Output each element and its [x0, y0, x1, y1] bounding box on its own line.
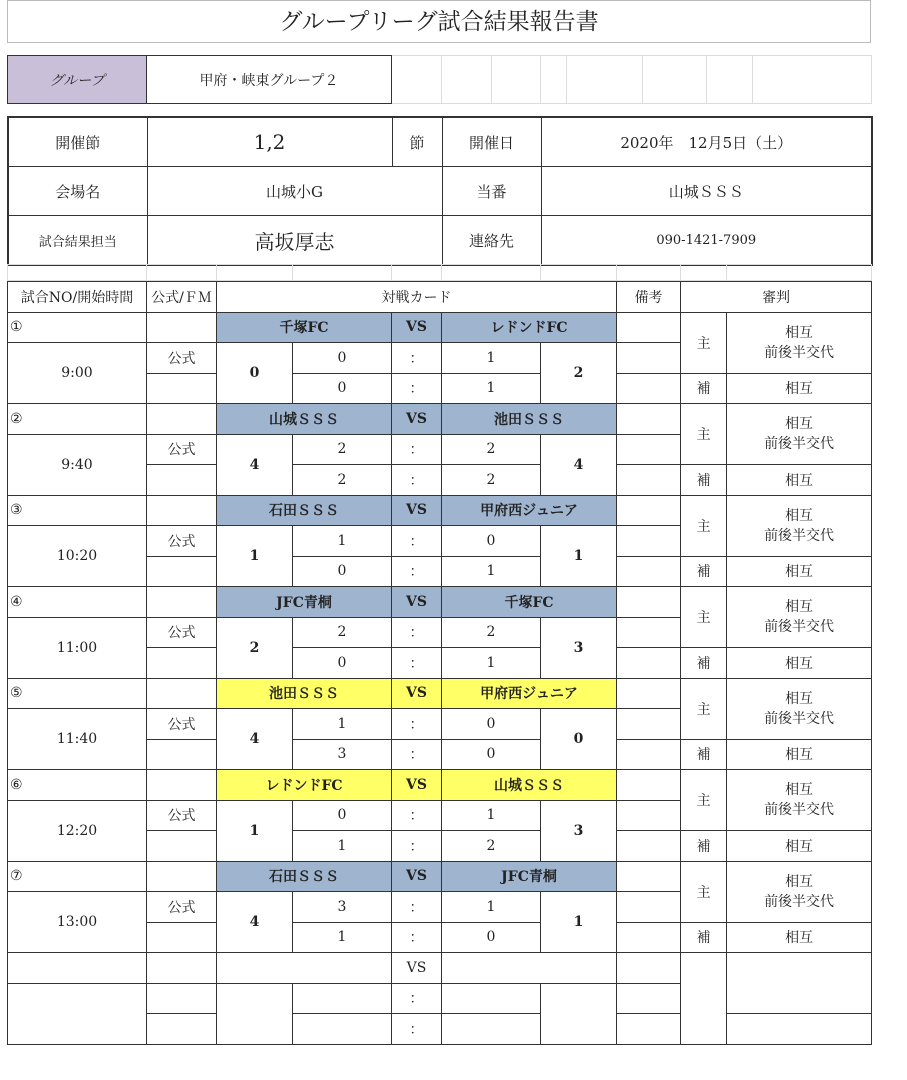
- home-first-half: 2: [293, 434, 392, 465]
- venue-value: 山城小G: [147, 167, 442, 216]
- main-referee: 相互 前後半交代: [727, 678, 872, 739]
- vs-label: VS: [392, 495, 442, 526]
- setsu-unit: 節: [392, 117, 442, 167]
- home-second-half: 1: [293, 831, 392, 862]
- away-total: 2: [541, 343, 617, 404]
- away-total: 3: [541, 617, 617, 678]
- type-empty: [147, 312, 217, 343]
- score-colon: ：: [392, 1014, 442, 1045]
- away-team: 甲府西ジュニア: [442, 495, 617, 526]
- home-team: JFC青桐: [217, 587, 392, 618]
- match-row: [8, 495, 872, 526]
- home-total: 2: [217, 617, 293, 678]
- sub-referee: 相互: [727, 556, 872, 587]
- home-second-half: 1: [293, 922, 392, 953]
- match-row: [8, 312, 872, 343]
- match-type: 公式: [147, 343, 217, 374]
- away-total: 0: [541, 709, 617, 770]
- type-empty: [147, 495, 217, 526]
- away-second-half: 0: [442, 739, 541, 770]
- main-referee: 相互 前後半交代: [727, 587, 872, 648]
- away-first-half: 1: [442, 892, 541, 923]
- setsu-value: 1,2: [147, 117, 392, 167]
- main-referee: 相互 前後半交代: [727, 495, 872, 556]
- match-number: ②: [8, 404, 147, 435]
- sub-referee: 相互: [727, 373, 872, 404]
- date-label: 開催日: [442, 117, 541, 167]
- match-number: ④: [8, 587, 147, 618]
- match-number: ①: [8, 312, 147, 343]
- main-referee-label: 主: [681, 678, 727, 739]
- home-team: 池田ＳＳＳ: [217, 678, 392, 709]
- score-colon: ：: [392, 343, 442, 374]
- home-total: 4: [217, 434, 293, 495]
- match-type: 公式: [147, 709, 217, 740]
- vs-label: VS: [392, 953, 442, 984]
- sub-referee-label: 補: [681, 648, 727, 679]
- score-colon: ：: [392, 526, 442, 557]
- note-cell: [617, 404, 681, 435]
- score-colon: ：: [392, 434, 442, 465]
- score-colon: ：: [392, 556, 442, 587]
- score-colon: ：: [392, 465, 442, 496]
- type-empty: [147, 373, 217, 404]
- note-cell: [617, 739, 681, 770]
- home-team: レドンドFC: [217, 770, 392, 801]
- note-cell: [617, 587, 681, 618]
- sub-referee-label: 補: [681, 465, 727, 496]
- note-cell: [617, 800, 681, 831]
- away-second-half: 1: [442, 556, 541, 587]
- note-cell: [617, 495, 681, 526]
- header-note: 備考: [617, 282, 681, 313]
- report-title: グループリーグ試合結果報告書: [7, 0, 871, 43]
- home-first-half: 0: [293, 343, 392, 374]
- main-referee: 相互 前後半交代: [727, 770, 872, 831]
- note-cell: [617, 861, 681, 892]
- type-empty: [147, 587, 217, 618]
- vs-label: VS: [392, 770, 442, 801]
- score-colon: ：: [392, 739, 442, 770]
- start-time: 9:00: [8, 343, 147, 404]
- start-time: 11:40: [8, 709, 147, 770]
- toban-value: 山城ＳＳＳ: [541, 167, 872, 216]
- match-type: 公式: [147, 434, 217, 465]
- note-cell: [617, 556, 681, 587]
- sub-referee-label: 補: [681, 556, 727, 587]
- away-first-half: 0: [442, 709, 541, 740]
- type-empty: [147, 739, 217, 770]
- note-cell: [617, 709, 681, 740]
- score-colon: ：: [392, 709, 442, 740]
- header-no: 試合NO/開始時間: [8, 282, 147, 313]
- away-total: 1: [541, 526, 617, 587]
- group-table: [7, 55, 872, 104]
- venue-label: 会場名: [8, 167, 147, 216]
- manager-label: 試合結果担当: [8, 216, 147, 266]
- spacer-row: [7, 264, 872, 281]
- home-team: 石田ＳＳＳ: [217, 495, 392, 526]
- match-table: [7, 281, 872, 1045]
- header-card: 対戦カード: [217, 282, 617, 313]
- sub-referee: 相互: [727, 831, 872, 862]
- home-total: 4: [217, 709, 293, 770]
- main-referee-label: 主: [681, 587, 727, 648]
- match-row: [8, 861, 872, 892]
- sub-referee-label: 補: [681, 831, 727, 862]
- away-team: 千塚FC: [442, 587, 617, 618]
- away-first-half: 2: [442, 434, 541, 465]
- type-empty: [147, 648, 217, 679]
- type-empty: [147, 556, 217, 587]
- date-value: 2020年 12月5日（土）: [541, 117, 872, 167]
- home-second-half: 0: [293, 556, 392, 587]
- match-row: [8, 678, 872, 709]
- note-cell: [617, 678, 681, 709]
- score-colon: ：: [392, 922, 442, 953]
- home-first-half: 2: [293, 617, 392, 648]
- match-row: [8, 587, 872, 618]
- setsu-label: 開催節: [8, 117, 147, 167]
- match-type: 公式: [147, 892, 217, 923]
- score-colon: ：: [392, 800, 442, 831]
- score-colon: ：: [392, 617, 442, 648]
- home-first-half: 1: [293, 709, 392, 740]
- home-second-half: 3: [293, 739, 392, 770]
- main-referee-label: 主: [681, 495, 727, 556]
- away-first-half: 0: [442, 526, 541, 557]
- home-total: 4: [217, 892, 293, 953]
- note-cell: [617, 831, 681, 862]
- contact-label: 連絡先: [442, 216, 541, 266]
- away-second-half: 2: [442, 831, 541, 862]
- away-first-half: 1: [442, 800, 541, 831]
- toban-label: 当番: [442, 167, 541, 216]
- home-team: 千塚FC: [217, 312, 392, 343]
- home-second-half: 0: [293, 648, 392, 679]
- score-colon: ：: [392, 892, 442, 923]
- note-cell: [617, 617, 681, 648]
- away-second-half: 0: [442, 922, 541, 953]
- type-empty: [147, 465, 217, 496]
- note-cell: [617, 922, 681, 953]
- vs-label: VS: [392, 587, 442, 618]
- away-second-half: 2: [442, 465, 541, 496]
- home-first-half: 1: [293, 526, 392, 557]
- away-team: 池田ＳＳＳ: [442, 404, 617, 435]
- start-time: 12:20: [8, 800, 147, 861]
- type-empty: [147, 404, 217, 435]
- home-second-half: 2: [293, 465, 392, 496]
- score-colon: ：: [392, 648, 442, 679]
- vs-label: VS: [392, 861, 442, 892]
- home-total: 1: [217, 526, 293, 587]
- main-referee-label: 主: [681, 404, 727, 465]
- home-total: 0: [217, 343, 293, 404]
- note-cell: [617, 312, 681, 343]
- home-team: 石田ＳＳＳ: [217, 861, 392, 892]
- home-first-half: 0: [293, 800, 392, 831]
- main-referee: 相互 前後半交代: [727, 861, 872, 922]
- manager-value: 高坂厚志: [147, 216, 442, 266]
- away-first-half: 1: [442, 343, 541, 374]
- away-total: 1: [541, 892, 617, 953]
- header-referee: 審判: [681, 282, 872, 313]
- main-referee-label: 主: [681, 861, 727, 922]
- contact-value: 090-1421-7909: [541, 216, 872, 266]
- note-cell: [617, 892, 681, 923]
- away-second-half: 1: [442, 648, 541, 679]
- empty-row: [8, 953, 872, 984]
- away-team: JFC青桐: [442, 861, 617, 892]
- match-row: [8, 404, 872, 435]
- header-type: 公式/ＦＭ: [147, 282, 217, 313]
- home-first-half: 3: [293, 892, 392, 923]
- start-time: 9:40: [8, 434, 147, 495]
- vs-label: VS: [392, 312, 442, 343]
- group-label: グループ: [8, 56, 147, 104]
- sub-referee: 相互: [727, 739, 872, 770]
- type-empty: [147, 861, 217, 892]
- group-name: 甲府・峡東グループ２: [147, 56, 392, 104]
- vs-label: VS: [392, 678, 442, 709]
- match-row: [8, 770, 872, 801]
- away-total: 4: [541, 434, 617, 495]
- note-cell: [617, 434, 681, 465]
- sub-referee: 相互: [727, 648, 872, 679]
- note-cell: [617, 770, 681, 801]
- sub-referee-label: 補: [681, 739, 727, 770]
- away-total: 3: [541, 800, 617, 861]
- type-empty: [147, 678, 217, 709]
- away-first-half: 2: [442, 617, 541, 648]
- vs-label: VS: [392, 404, 442, 435]
- match-number: ⑥: [8, 770, 147, 801]
- sub-referee: 相互: [727, 465, 872, 496]
- type-empty: [147, 831, 217, 862]
- type-empty: [147, 770, 217, 801]
- start-time: 13:00: [8, 892, 147, 953]
- note-cell: [617, 465, 681, 496]
- score-colon: ：: [392, 373, 442, 404]
- note-cell: [617, 343, 681, 374]
- home-second-half: 0: [293, 373, 392, 404]
- note-cell: [617, 526, 681, 557]
- score-colon: ：: [392, 831, 442, 862]
- home-team: 山城ＳＳＳ: [217, 404, 392, 435]
- main-referee: 相互 前後半交代: [727, 312, 872, 373]
- score-colon: ：: [392, 983, 442, 1014]
- start-time: 11:00: [8, 617, 147, 678]
- match-type: 公式: [147, 617, 217, 648]
- info-table: [7, 116, 873, 266]
- main-referee-label: 主: [681, 770, 727, 831]
- note-cell: [617, 648, 681, 679]
- away-team: 甲府西ジュニア: [442, 678, 617, 709]
- match-number: ⑤: [8, 678, 147, 709]
- match-number: ⑦: [8, 861, 147, 892]
- sub-referee: 相互: [727, 922, 872, 953]
- sub-referee-label: 補: [681, 922, 727, 953]
- main-referee: 相互 前後半交代: [727, 404, 872, 465]
- home-total: 1: [217, 800, 293, 861]
- match-type: 公式: [147, 800, 217, 831]
- away-team: 山城ＳＳＳ: [442, 770, 617, 801]
- start-time: 10:20: [8, 526, 147, 587]
- main-referee-label: 主: [681, 312, 727, 373]
- note-cell: [617, 373, 681, 404]
- sub-referee-label: 補: [681, 373, 727, 404]
- away-second-half: 1: [442, 373, 541, 404]
- match-number: ③: [8, 495, 147, 526]
- away-team: レドンドFC: [442, 312, 617, 343]
- match-type: 公式: [147, 526, 217, 557]
- type-empty: [147, 922, 217, 953]
